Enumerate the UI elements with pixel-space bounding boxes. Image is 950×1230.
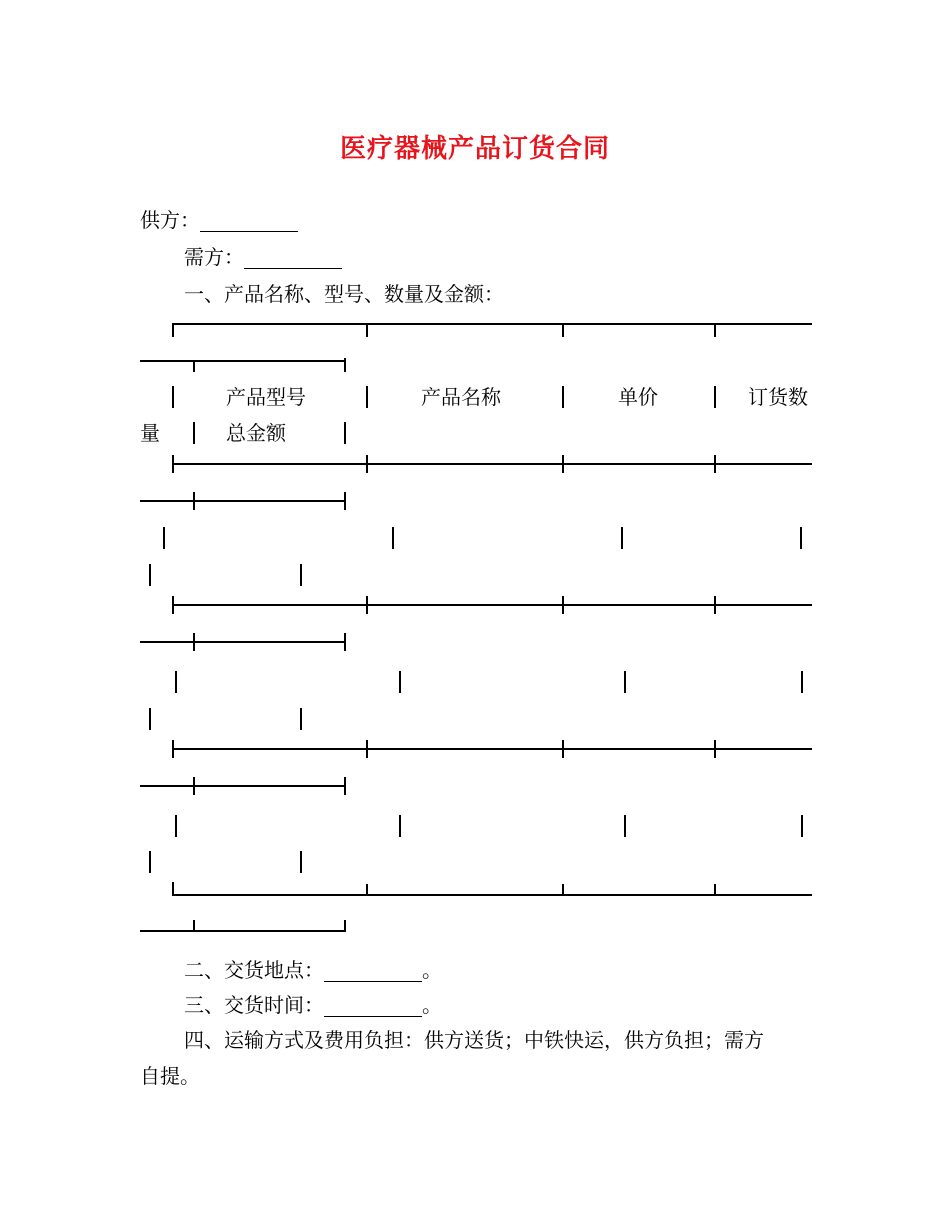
table-tick bbox=[172, 740, 174, 758]
section4-line1: 四、运输方式及费用负担：供方送货；中铁快运，供方负担；需方 bbox=[184, 1028, 764, 1052]
table-tick bbox=[562, 740, 564, 758]
table-cell-border bbox=[399, 671, 401, 693]
table-tick bbox=[562, 884, 564, 895]
buyer-line bbox=[184, 245, 342, 269]
supplier-blank[interactable] bbox=[200, 211, 298, 232]
table-tick bbox=[562, 323, 564, 337]
table-tick bbox=[193, 777, 195, 795]
document-title: 医疗器械产品订货合同 bbox=[339, 134, 610, 164]
section1-heading: 一、产品名称、型号、数量及金额： bbox=[184, 282, 504, 306]
supplier-label: 供方： bbox=[140, 208, 200, 232]
table-row-divider-wrap bbox=[140, 641, 346, 643]
table-tick bbox=[193, 360, 195, 372]
supplier-line bbox=[140, 208, 298, 232]
table-tick bbox=[172, 455, 174, 473]
table-header-divider bbox=[172, 463, 812, 465]
table-tick bbox=[562, 596, 564, 614]
delivery-time-blank[interactable] bbox=[324, 996, 422, 1017]
header-total: 总金额 bbox=[226, 421, 286, 445]
table-cell-border bbox=[800, 527, 802, 549]
table-corner bbox=[344, 920, 346, 931]
table-cell-border bbox=[621, 527, 623, 549]
buyer-blank[interactable] bbox=[244, 248, 342, 269]
section3-line bbox=[184, 993, 442, 1017]
table-tick bbox=[714, 455, 716, 473]
header-unit-price: 单价 bbox=[618, 385, 658, 409]
header-name: 产品名称 bbox=[421, 385, 501, 409]
table-tick bbox=[714, 740, 716, 758]
table-tick bbox=[714, 596, 716, 614]
table-cell-border bbox=[366, 386, 368, 408]
table-corner bbox=[344, 358, 346, 372]
table-row-divider bbox=[172, 748, 812, 750]
table-top-border bbox=[172, 323, 812, 325]
table-tick bbox=[366, 455, 368, 473]
table-tick bbox=[366, 740, 368, 758]
table-tick bbox=[193, 492, 195, 510]
table-cell-border bbox=[300, 564, 302, 586]
table-bottom-border bbox=[172, 894, 812, 896]
table-cell-border bbox=[300, 851, 302, 873]
table-cell-border bbox=[163, 527, 165, 549]
table-tick bbox=[193, 920, 195, 931]
table-tick bbox=[344, 777, 346, 795]
table-corner bbox=[172, 882, 174, 895]
delivery-place-blank[interactable] bbox=[324, 961, 422, 982]
table-cell-border bbox=[801, 671, 803, 693]
table-tick bbox=[344, 492, 346, 510]
table-row-divider-wrap bbox=[140, 785, 346, 787]
table-cell-border bbox=[175, 815, 177, 837]
table-tick bbox=[366, 596, 368, 614]
header-model: 产品型号 bbox=[226, 385, 306, 409]
table-bottom-border-wrap bbox=[140, 930, 346, 932]
table-header-divider-wrap bbox=[140, 500, 346, 502]
table-cell-border bbox=[392, 527, 394, 549]
buyer-label: 需方： bbox=[184, 245, 244, 269]
section2-line bbox=[184, 958, 442, 982]
table-tick bbox=[562, 455, 564, 473]
table-cell-border bbox=[714, 386, 716, 408]
table-cell-border bbox=[300, 708, 302, 730]
section3-label: 三、交货时间： bbox=[184, 993, 324, 1017]
table-top-border-wrap bbox=[140, 360, 346, 362]
table-tick bbox=[172, 596, 174, 614]
table-tick bbox=[366, 323, 368, 337]
table-corner bbox=[172, 323, 174, 337]
header-quantity: 订货数 bbox=[748, 385, 808, 409]
section2-label: 二、交货地点： bbox=[184, 958, 324, 982]
table-tick bbox=[193, 633, 195, 651]
table-cell-border bbox=[149, 708, 151, 730]
table-cell-border bbox=[624, 671, 626, 693]
section2-end: 。 bbox=[422, 958, 442, 982]
table-cell-border bbox=[175, 671, 177, 693]
section3-end: 。 bbox=[422, 993, 442, 1017]
table-tick bbox=[344, 633, 346, 651]
table-tick bbox=[366, 884, 368, 895]
table-cell-border bbox=[149, 564, 151, 586]
header-quantity-wrap: 量 bbox=[140, 421, 160, 445]
table-cell-border bbox=[624, 815, 626, 837]
table-cell-border bbox=[562, 386, 564, 408]
table-tick bbox=[714, 884, 716, 895]
table-row-divider bbox=[172, 604, 812, 606]
table-cell-border bbox=[172, 386, 174, 408]
table-cell-border bbox=[399, 815, 401, 837]
table-tick bbox=[714, 323, 716, 337]
table-cell-border bbox=[149, 851, 151, 873]
table-cell-border bbox=[801, 815, 803, 837]
section4-line2: 自提。 bbox=[140, 1064, 200, 1088]
table-cell-border bbox=[344, 422, 346, 444]
table-cell-border bbox=[193, 422, 195, 444]
